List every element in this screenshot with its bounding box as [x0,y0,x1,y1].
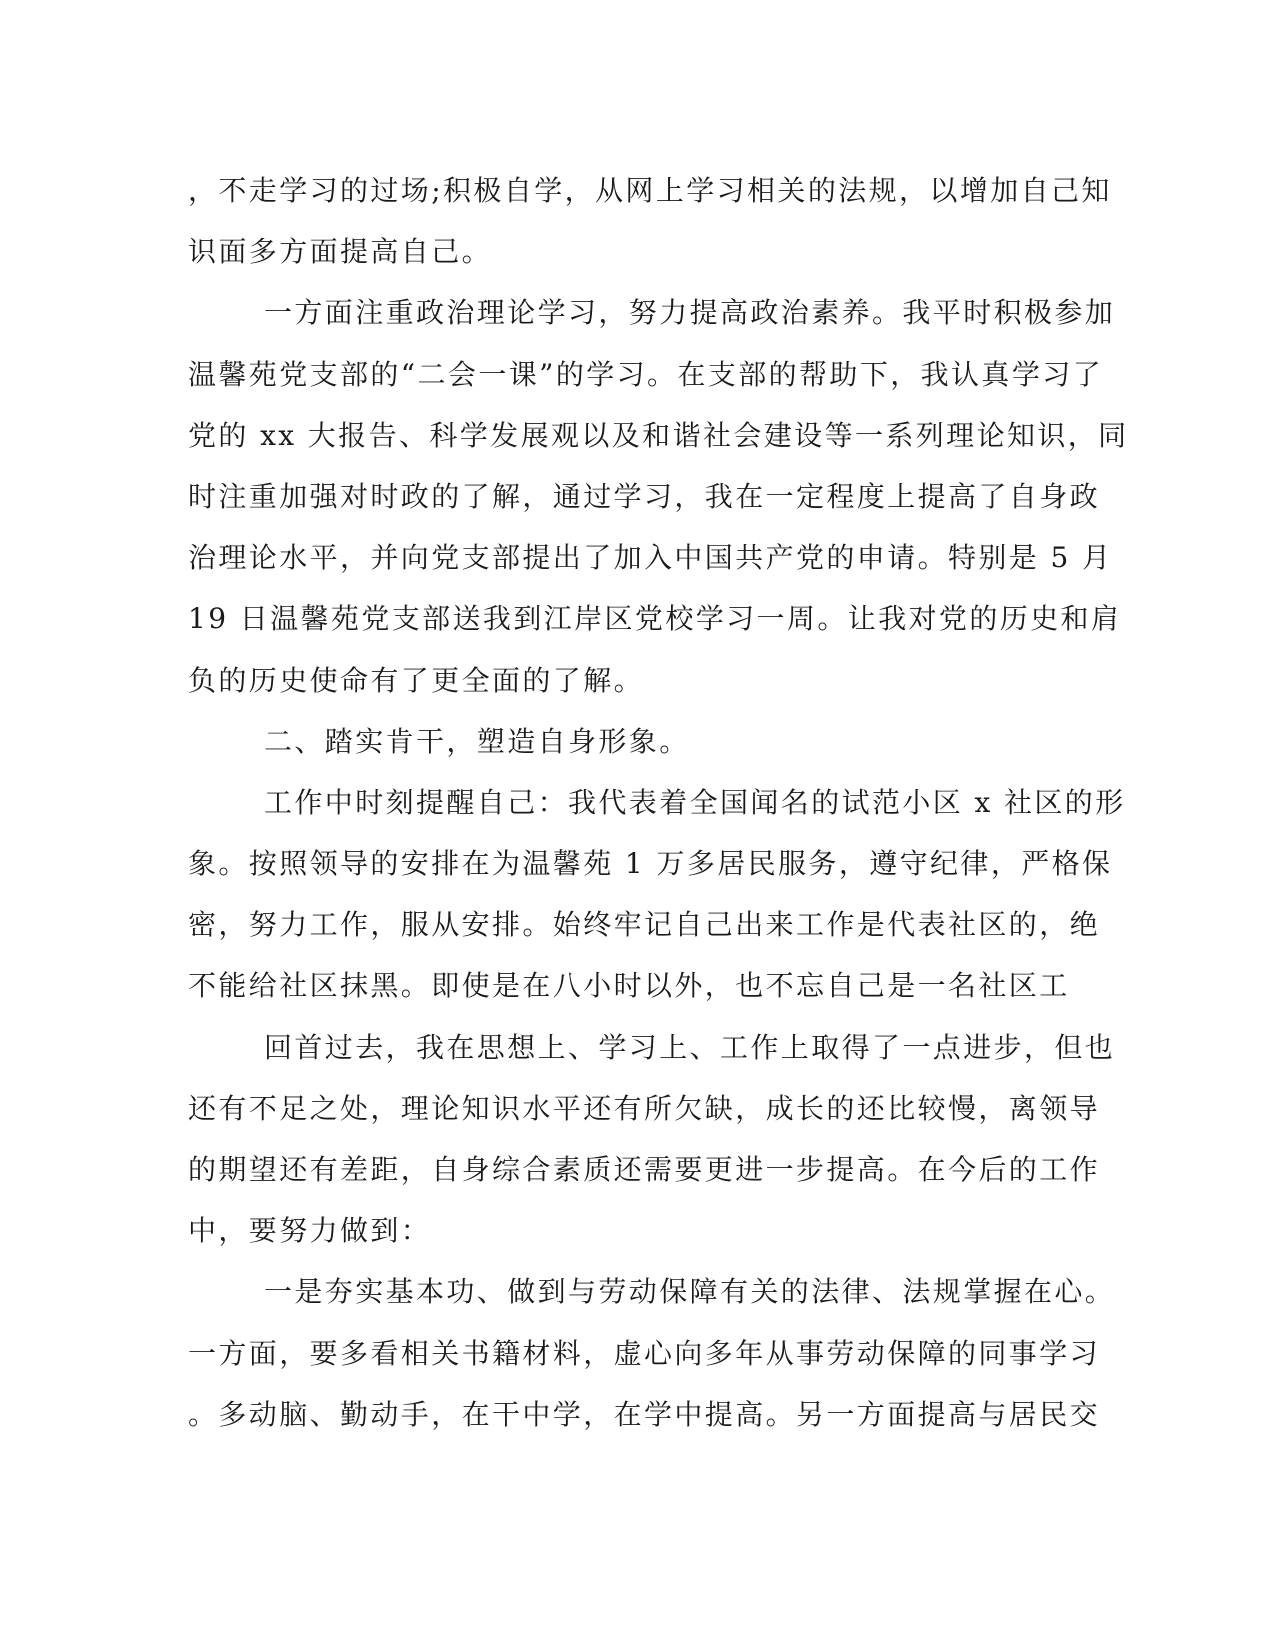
text-line: 温馨苑党支部的“二会一课”的学习。在支部的帮助下，我认真学习了 [188,357,1104,391]
text-line: 一方面，要多看相关书籍材料，虚心向多年从事劳动保障的同事学习 [188,1336,1101,1370]
text-line: 。多动脑、勤动手，在干中学，在学中提高。另一方面提高与居民交 [188,1397,1101,1431]
text-line: 党的 xx 大报告、科学发展观以及和谐社会建设等一系列理论知识，同 [188,418,1129,452]
text-line: 还有不足之处，理论知识水平还有所欠缺，成长的还比较慢，离领导 [188,1091,1101,1125]
text-line: 19 日温馨苑党支部送我到江岸区党校学习一周。让我对党的历史和肩 [188,602,1122,636]
text-line: 回首过去，我在思想上、学习上、工作上取得了一点进步，但也 [264,1030,1116,1064]
text-line: ，不走学习的过场;积极自学，从网上学习相关的法规，以增加自己知 [188,174,1112,207]
text-line: 中，要努力做到： [188,1214,432,1248]
text-line: 时注重加强对时政的了解，通过学习，我在一定程度上提高了自身政 [188,479,1101,513]
text-line: 一方面注重政治理论学习，努力提高政治素养。我平时积极参加 [264,296,1116,330]
text-line: 识面多方面提高自己。 [188,235,493,269]
text-line: 治理论水平，并向党支部提出了加入中国共产党的申请。特别是 5 月 [188,541,1113,575]
text-line: 工作中时刻提醒自己：我代表着全国闻名的试范小区 x 社区的形 [264,785,1126,819]
text-line: 不能给社区抹黑。即使是在八小时以外，也不忘自己是一名社区工 [188,969,1070,1003]
document-body [188,160,1129,1445]
text-line: 负的历史使命有了更全面的了解。 [188,663,645,697]
text-line: 密，努力工作，服从安排。始终牢记自己出来工作是代表社区的，绝 [188,908,1101,942]
text-line: 一是夯实基本功、做到与劳动保障有关的法律、法规掌握在心。 [264,1275,1116,1309]
section-heading: 二、踏实肯干，塑造自身形象。 [264,724,690,758]
text-line: 的期望还有差距，自身综合素质还需要更进一步提高。在今后的工作 [188,1153,1101,1186]
text-line: 象。按照领导的安排在为温馨苑 1 万多居民服务，遵守纪律，严格保 [188,847,1113,881]
